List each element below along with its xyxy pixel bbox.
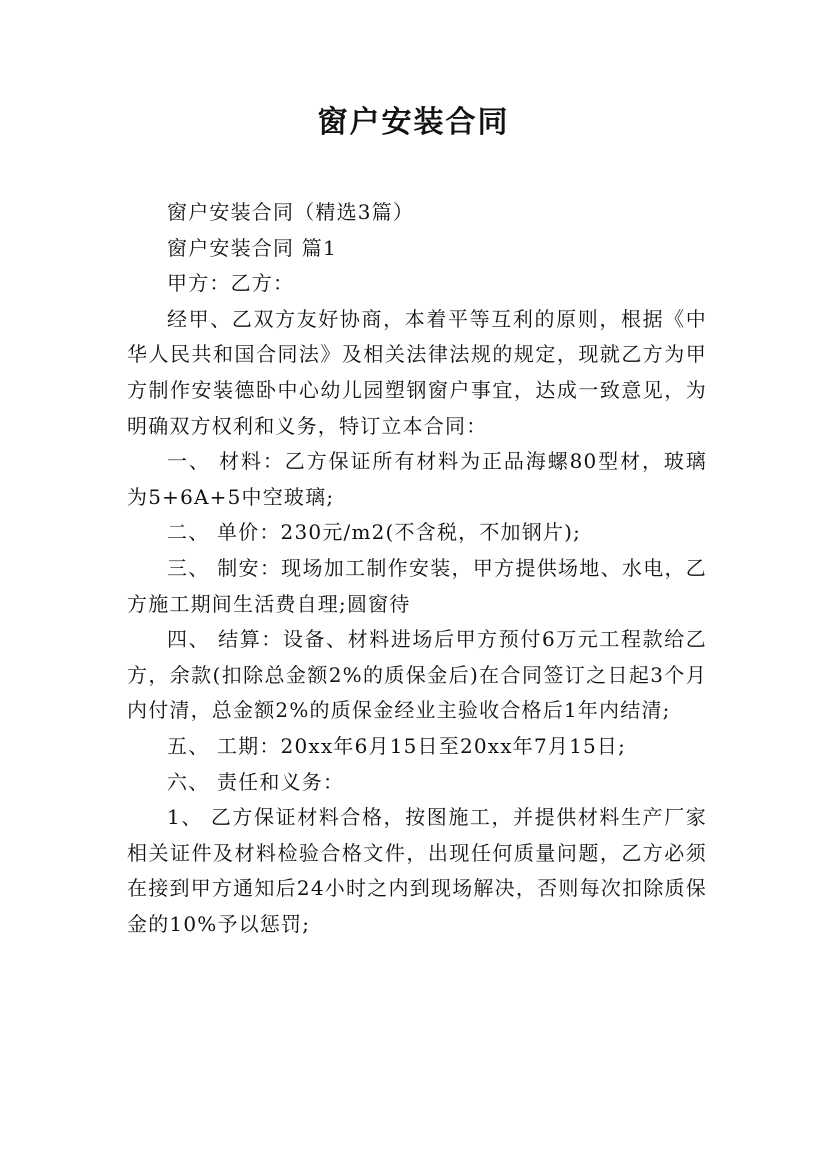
paragraph-clause-installation: 三、 制安：现场加工制作安装，甲方提供场地、水电，乙方施工期间生活费自理;圆窗待 xyxy=(127,555,707,616)
paragraph-parties: 甲方：乙方： xyxy=(167,271,295,296)
paragraph-subtitle: 窗户安装合同（精选3篇） xyxy=(167,200,415,224)
document-title: 窗户安装合同 xyxy=(317,105,510,140)
paragraph-preamble: 经甲、乙双方友好协商，本着平等互利的原则，根据《中华人民共和国合同法》及相关法律法规的规定，现就乙方为甲方制作安装德卧中心幼儿园塑钢窗户事宜，达成一致意见，为明确双方权利和义务，特订立本合同： xyxy=(127,306,707,438)
paragraph-clause-schedule: 五、 工期：20xx年6月15日至20xx年7月15日; xyxy=(167,733,627,758)
paragraph-item-1: 1、 乙方保证材料合格，按图施工，并提供材料生产厂家相关证件及材料检验合格文件，出现任何质量问题，乙方必须在接到甲方通知后24小时之内到现场解决，否则每次扣除质保金的10%予以惩罚; xyxy=(127,805,707,936)
paragraph-clause-unit-price: 二、 单价：230元/m2(不含税，不加钢片); xyxy=(167,520,582,545)
paragraph-clause-responsibilities: 六、 责任和义务： xyxy=(167,769,345,794)
paragraph-section-heading: 窗户安装合同 篇1 xyxy=(167,235,337,260)
document-body xyxy=(127,195,707,942)
paragraph-clause-settlement: 四、 结算：设备、材料进场后甲方预付6万元工程款给乙方，余款(扣除总金额2%的质保金后)在合同签订之日起3个月内付清，总金额2%的质保金经业主验收合格后1年内结清; xyxy=(127,627,707,723)
paragraph-clause-materials: 一、 材料：乙方保证所有材料为正品海螺80型材，玻璃为5+6A+5中空玻璃; xyxy=(127,449,707,509)
